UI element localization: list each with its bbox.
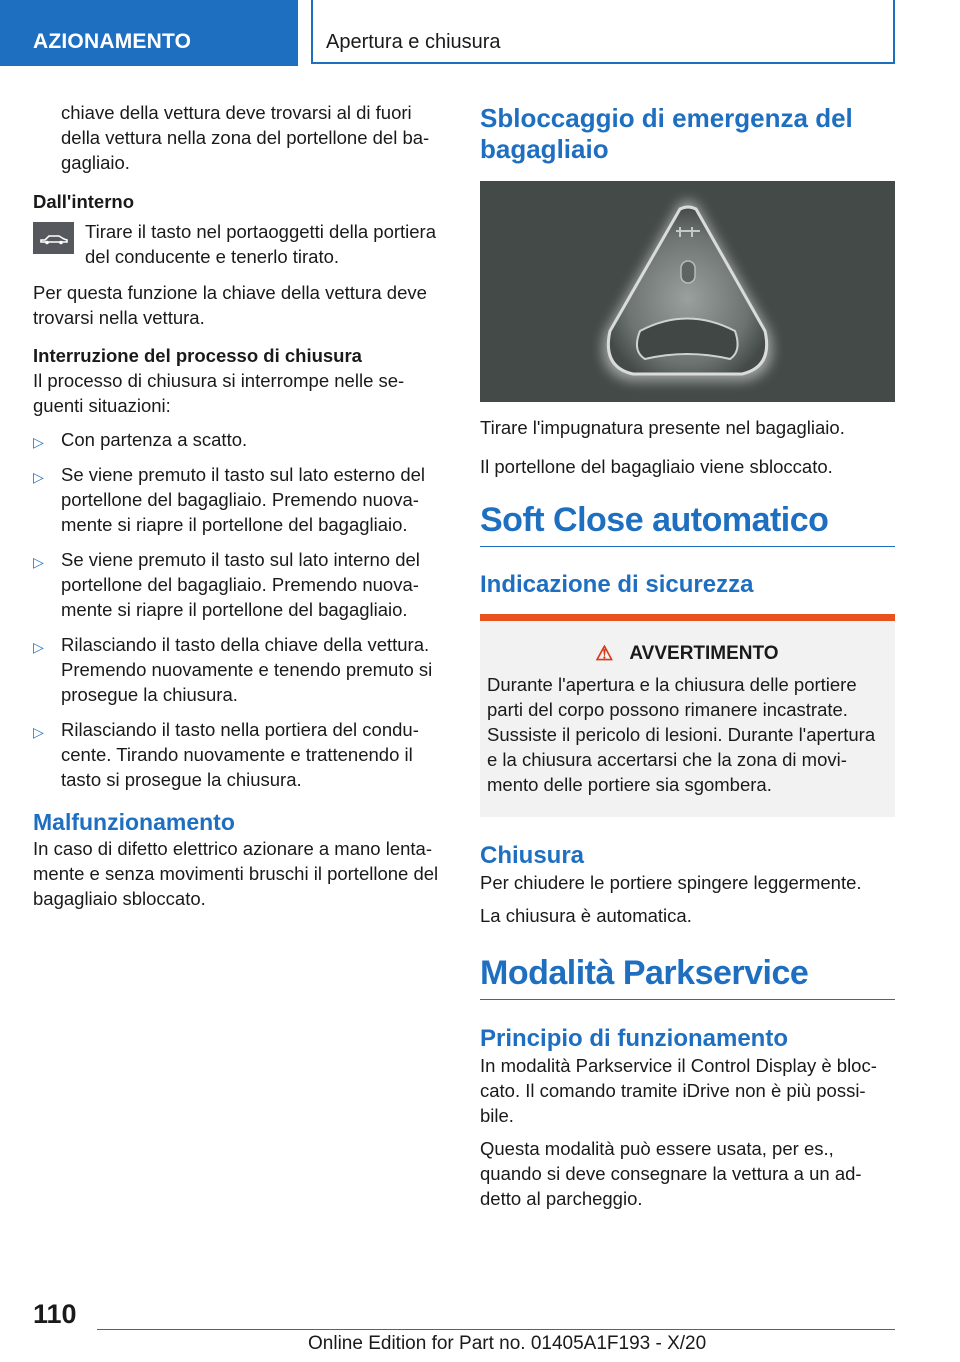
- principle-heading: Principio di funzionamento: [480, 1025, 788, 1052]
- key-paragraph: Per questa funzione la chiave della vettura deve trovarsi nella vettura.: [33, 282, 427, 328]
- triangle-bullet-icon: ▷: [33, 639, 44, 655]
- emergency-paragraph-1: Tirare l'impugnatura presente nel bagagliaio.: [480, 417, 845, 438]
- right-column: [480, 100, 895, 1211]
- list-item: ▷ Rilasciando il tasto nella portiera del condu-cente. Tirando nuovamente e trattenendo il tasto si prosegue la chiusura.: [33, 719, 419, 790]
- left-column: [33, 100, 450, 911]
- warning-text: Durante l'apertura e la chiusura delle portiere parti del corpo possono rimanere incastrate. Sussiste il pericolo di lesioni. Durante l'apertura e la chiusura accertarsi che la zona di movi-mento delle portiere sia sgombera.: [487, 674, 876, 795]
- interrupt-list: [33, 427, 450, 792]
- interrupt-paragraph: Il processo di chiusura si interrompe nelle se-guenti situazioni:: [33, 370, 405, 416]
- soft-close-title: Soft Close automatico: [480, 500, 895, 547]
- inside-heading: Dall'interno: [33, 191, 135, 212]
- principle-paragraph-1: In modalità Parkservice il Control Display è bloc-cato. Il comando tramite iDrive non è più possi-bile.: [480, 1055, 877, 1126]
- warning-header: [487, 641, 887, 666]
- triangle-bullet-icon: ▷: [33, 469, 44, 485]
- triangle-bullet-icon: ▷: [33, 724, 44, 740]
- emergency-paragraph-2: Il portellone del bagagliaio viene sbloccato.: [480, 456, 833, 477]
- closing-paragraph-2: La chiusura è automatica.: [480, 905, 692, 926]
- section-tab: AZIONAMENTO: [0, 0, 298, 66]
- trunk-release-photo: [480, 181, 895, 402]
- inside-instruction: [33, 219, 450, 269]
- warning-title: AVVERTIMENTO: [629, 642, 779, 664]
- triangle-bullet-icon: ▷: [33, 554, 44, 570]
- chapter-title: Apertura e chiusura: [311, 0, 895, 64]
- page-number: 110: [33, 1299, 77, 1329]
- list-item: ▷ Rilasciando il tasto della chiave della vettura. Premendo nuovamente e tenendo premuto si prosegue la chiusura.: [33, 634, 433, 705]
- safety-heading: Indicazione di sicurezza: [480, 571, 754, 598]
- principle-paragraph-2: Questa modalità può essere usata, per es., quando si deve consegnare la vettura a un ad-detto al parcheggio.: [480, 1138, 862, 1209]
- car-trunk-icon: [33, 222, 74, 254]
- list-item: ▷ Con partenza a scatto.: [33, 427, 450, 452]
- closing-heading: Chiusura: [480, 842, 585, 869]
- footer-divider: [97, 1329, 895, 1330]
- list-item: ▷ Se viene premuto il tasto sul lato esterno del portellone del bagagliaio. Premendo nuova-mente si riapre il portellone del bagagliaio.: [33, 464, 426, 535]
- warning-triangle-icon: ⚠: [595, 643, 614, 665]
- closing-paragraph-1: Per chiudere le portiere spingere leggermente.: [480, 872, 862, 893]
- intro-paragraph: chiave della vettura deve trovarsi al di fuori della vettura nella zona del portellone del ba-gagliaio.: [61, 102, 430, 173]
- list-item: ▷ Se viene premuto il tasto sul lato interno del portellone del bagagliaio. Premendo nuova-mente si riapre il portellone del bagagliaio.: [33, 549, 420, 620]
- edition-footer: Online Edition for Part no. 01405A1F193 - X/20: [308, 1333, 707, 1354]
- malfunction-paragraph: In caso di difetto elettrico azionare a mano lenta-mente e senza movimenti bruschi il portellone del bagagliaio sbloccato.: [33, 838, 439, 909]
- malfunction-heading: Malfunzionamento: [33, 809, 235, 835]
- emergency-heading: Sbloccaggio di emergenza del bagagliaio: [480, 103, 853, 164]
- parkservice-title: Modalità Parkservice: [480, 953, 895, 1000]
- triangle-bullet-icon: ▷: [33, 434, 44, 450]
- warning-box: [480, 614, 895, 817]
- interrupt-heading: Interruzione del processo di chiusura: [33, 345, 362, 366]
- inside-paragraph: Tirare il tasto nel portaoggetti della portiera del conducente e tenerlo tirato.: [85, 221, 437, 267]
